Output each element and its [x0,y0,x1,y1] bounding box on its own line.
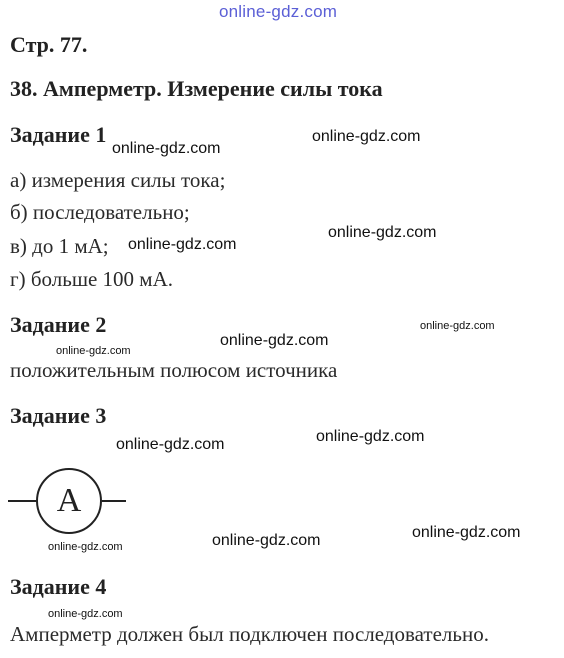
task-2-heading: Задание 2 [10,312,107,337]
task-4-heading: Задание 4 [10,574,107,599]
ammeter-letter: A [56,482,82,519]
task-1-answer-d: г) больше 100 мА. [10,267,174,291]
watermark: online-gdz.com [312,128,421,145]
watermark: online-gdz.com [48,608,123,620]
top-watermark: online-gdz.com [219,2,338,21]
watermark: online-gdz.com [212,532,321,549]
ammeter-left-wire [8,500,36,502]
watermark: online-gdz.com [128,236,237,253]
watermark: online-gdz.com [48,541,123,553]
task-2-answer: положительным полюсом источника [10,358,338,382]
watermark: online-gdz.com [56,345,131,357]
task-1-answer-b: б) последовательно; [10,200,190,224]
watermark: online-gdz.com [116,436,225,453]
ammeter-right-wire [102,500,126,502]
watermark: online-gdz.com [112,140,221,157]
task-1-answer-c: в) до 1 мА; [10,234,109,258]
task-4-answer: Амперметр должен был подключен последовательно. [10,622,489,646]
page-label: Стр. 77. [10,32,88,57]
watermark: online-gdz.com [412,524,521,541]
section-title: 38. Амперметр. Измерение силы тока [10,76,383,101]
watermark: online-gdz.com [420,320,495,332]
task-1-answer-a: а) измерения силы тока; [10,168,226,192]
watermark: online-gdz.com [328,224,437,241]
task-1-heading: Задание 1 [10,122,107,147]
watermark: online-gdz.com [316,428,425,445]
watermark: online-gdz.com [220,332,329,349]
task-3-heading: Задание 3 [10,403,107,428]
